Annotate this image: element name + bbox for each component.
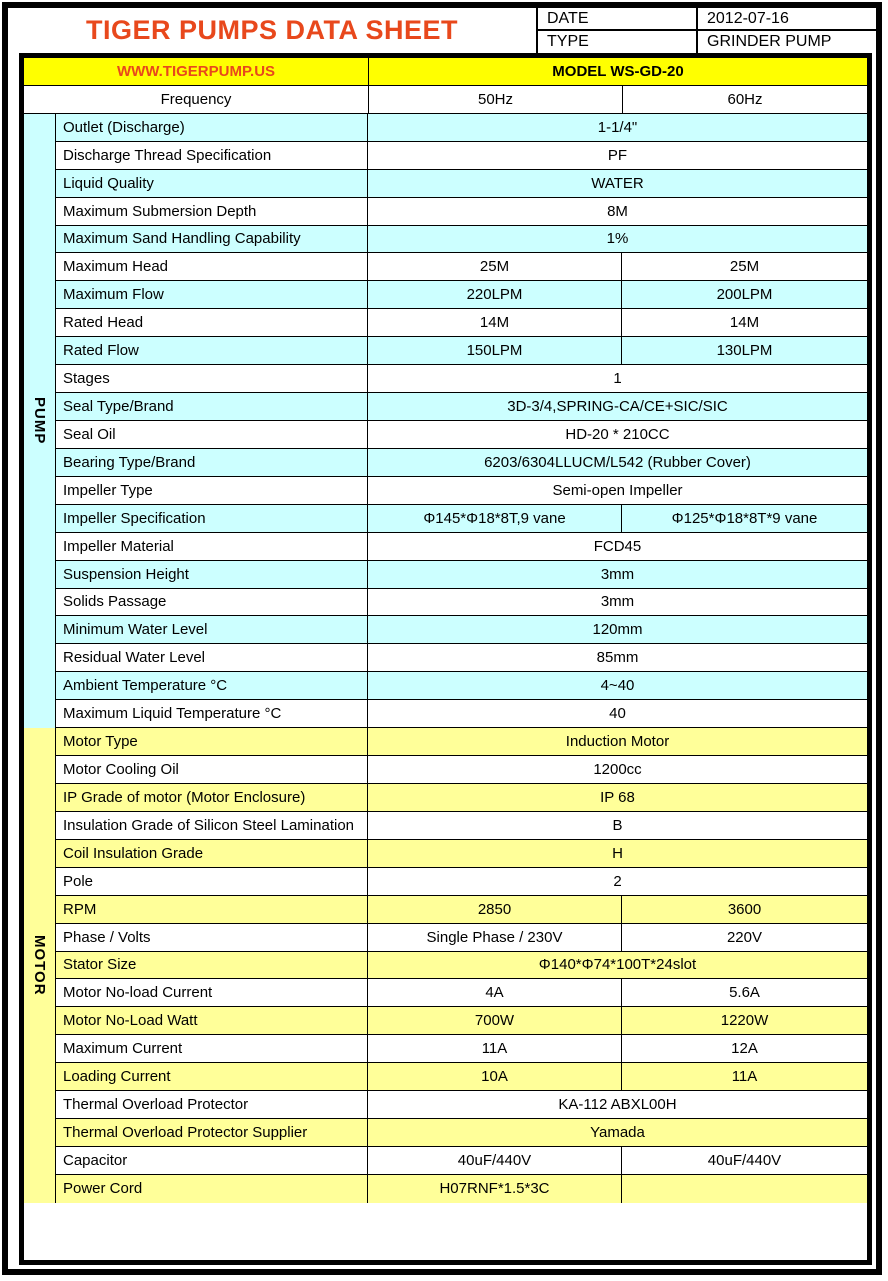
row-label: Seal Oil [63,425,116,443]
row-label: Outlet (Discharge) [63,118,185,136]
row-value: 700W [367,1007,621,1034]
row-value: 40uF/440V [621,1147,867,1174]
row-label: Solids Passage [63,593,167,611]
spec-row [56,393,867,421]
spec-row [56,728,867,756]
row-value [621,1175,867,1203]
row-value: HD-20 * 210CC [367,421,867,448]
row-label: Stator Size [63,956,137,974]
spec-row [56,337,867,365]
spec-row [56,421,867,449]
spec-row [56,281,867,309]
row-value: IP 68 [367,784,867,811]
spec-row [56,924,867,952]
row-value: B [367,812,867,839]
pump-rows [56,114,867,728]
date-label: DATE [536,8,696,31]
row-value: 8M [367,198,867,225]
model-text: MODEL WS-GD-20 [368,58,867,85]
row-value: Yamada [367,1119,867,1146]
row-value: 4A [367,979,621,1006]
row-label: Maximum Head [63,258,169,276]
row-label: Residual Water Level [63,649,206,667]
spec-row [56,589,867,617]
spec-row [56,756,867,784]
spec-row [56,672,867,700]
section-pump [24,114,867,728]
spec-row [56,449,867,477]
spec-row [56,505,867,533]
row-value: Φ140*Φ74*100T*24slot [367,952,867,979]
row-label: Pole [63,872,94,890]
row-label: Motor Type [63,733,138,751]
row-value: 5.6A [621,979,867,1006]
spec-row [56,142,867,170]
row-label: Power Cord [63,1180,143,1198]
spec-row [56,309,867,337]
row-label: Rated Head [63,314,144,332]
row-label: Phase / Volts [63,928,151,946]
row-label: Bearing Type/Brand [63,453,196,471]
row-value: 120mm [367,616,867,643]
row-label: Motor No-Load Watt [63,1012,198,1030]
spec-row [56,1175,867,1203]
row-value: 130LPM [621,337,867,364]
row-label: Loading Current [63,1068,171,1086]
row-value: 14M [621,309,867,336]
row-label: RPM [63,900,97,918]
section-motor [24,728,867,1203]
spec-row [56,616,867,644]
row-value: WATER [367,170,867,197]
row-label: Impeller Material [63,537,174,555]
row-value: Semi-open Impeller [367,477,867,504]
spec-row [56,561,867,589]
spec-row [56,226,867,254]
page-title: TIGER PUMPS DATA SHEET [85,15,459,45]
frequency-50hz-header: 50Hz [368,86,622,113]
type-label: TYPE [536,31,696,53]
motor-section-label: MOTOR [31,935,48,996]
row-value: KA-112 ABXL00H [367,1091,867,1118]
spec-row [56,365,867,393]
row-value: 220LPM [367,281,621,308]
row-label: Discharge Thread Specification [63,146,272,164]
row-value: 3mm [367,589,867,616]
row-label: Thermal Overload Protector [63,1096,249,1114]
motor-section-sidebar [24,728,56,1203]
row-value: 3600 [621,896,867,923]
pump-section-label: PUMP [31,397,48,445]
row-value: 200LPM [621,281,867,308]
row-value: 1-1/4" [367,114,867,141]
row-label: Coil Insulation Grade [63,844,204,862]
spec-row [56,1147,867,1175]
spec-row [56,1063,867,1091]
spec-row [56,840,867,868]
row-value: 12A [621,1035,867,1062]
row-value: 14M [367,309,621,336]
row-label: Stages [63,370,110,388]
row-label: Ambient Temperature °C [63,677,228,695]
spec-row [56,477,867,505]
spec-row [56,644,867,672]
spec-row [56,952,867,980]
row-value: 1 [367,365,867,392]
spec-row [56,700,867,728]
row-label: Maximum Submersion Depth [63,202,257,220]
row-label: Thermal Overload Protector Supplier [63,1123,308,1141]
row-value: 1220W [621,1007,867,1034]
row-label: Motor Cooling Oil [63,761,179,778]
row-value: 2 [367,868,867,895]
motor-rows [56,728,867,1203]
row-value: 150LPM [367,337,621,364]
row-value: Single Phase / 230V [367,924,621,951]
row-value: 10A [367,1063,621,1090]
row-label: IP Grade of motor (Motor Enclosure) [63,788,306,806]
row-value: Φ145*Φ18*8T,9 vane [367,505,621,532]
type-value: GRINDER PUMP [696,31,876,53]
spec-row [56,170,867,198]
row-label: Maximum Sand Handling Capability [63,230,301,248]
row-value: 1% [367,226,867,253]
row-label: Rated Flow [63,342,139,360]
row-value: 6203/6304LLUCM/L542 (Rubber Cover) [367,449,867,476]
pump-section-sidebar [24,114,56,728]
title-cell [8,8,536,53]
row-value: H07RNF*1.5*3C [367,1175,621,1203]
model-banner-row [24,58,867,86]
sheet-header [8,8,876,53]
row-value: H [367,840,867,867]
row-value: FCD45 [367,533,867,560]
datasheet-page [2,2,882,1275]
date-value: 2012-07-16 [696,8,876,31]
spec-row [56,1119,867,1147]
row-label: Impeller Type [63,481,153,499]
spec-row [56,198,867,226]
row-value: 220V [621,924,867,951]
spec-row [56,533,867,561]
row-value: 2850 [367,896,621,923]
spec-row [56,253,867,281]
spec-row [56,868,867,896]
row-label: Maximum Current [63,1040,183,1058]
spec-row [56,1035,867,1063]
row-label: Impeller Specification [63,509,206,527]
row-value: Induction Motor [367,728,867,755]
row-value: 3D-3/4,SPRING-CA/CE+SIC/SIC [367,393,867,420]
row-value: 40uF/440V [367,1147,621,1174]
row-label: Minimum Water Level [63,621,208,639]
row-value: PF [367,142,867,169]
row-value: 85mm [367,644,867,671]
website-text: WWW.TIGERPUMP.US [116,62,276,80]
row-label: Maximum Liquid Temperature °C [63,705,282,723]
row-value: 25M [367,253,621,280]
row-label: Seal Type/Brand [63,398,174,416]
row-value: 4~40 [367,672,867,699]
frequency-row [24,86,867,114]
row-value: 1200cc [367,756,867,783]
row-value: 3mm [367,561,867,588]
frequency-60hz-header: 60Hz [622,86,867,113]
spec-row [56,979,867,1007]
row-label: Maximum Flow [63,286,164,304]
spec-table [19,53,872,1265]
row-label: Suspension Height [63,565,189,583]
row-label: Capacitor [63,1151,128,1169]
spec-row [56,812,867,840]
row-label: Motor No-load Current [63,984,213,1002]
spec-row [56,1007,867,1035]
row-value: 25M [621,253,867,280]
row-label: Insulation Grade of Silicon Steel Lamination [63,816,355,834]
row-value: 11A [367,1035,621,1062]
spec-row [56,896,867,924]
spec-row [56,114,867,142]
row-value: 11A [621,1063,867,1090]
row-value: 40 [367,700,867,727]
row-value: Φ125*Φ18*8T*9 vane [621,505,867,532]
spec-row [56,1091,867,1119]
frequency-label: Frequency [160,90,232,108]
row-label: Liquid Quality [63,174,154,192]
spec-row [56,784,867,812]
